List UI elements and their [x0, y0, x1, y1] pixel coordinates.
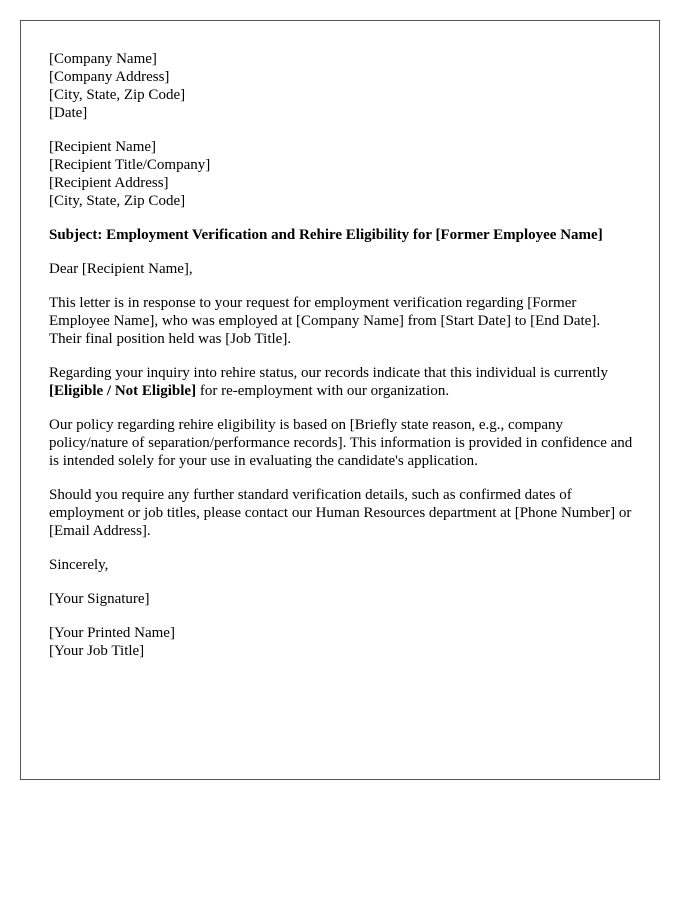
recipient-address-block: [49, 138, 633, 210]
signature: [Your Signature]: [49, 591, 150, 607]
sender-company-address: [Company Address]: [49, 69, 170, 85]
body-paragraph-1: This letter is in response to your request for employment verification regarding [Former Employee Name], who was employed at [Company Name] from [Start Date] to [End Date]. Their final position held was [Job Title].: [49, 295, 601, 347]
sender-city-state-zip: [City, State, Zip Code]: [49, 87, 186, 103]
letter-page: [20, 20, 660, 780]
closing: Sincerely,: [49, 557, 109, 573]
recipient-address: [Recipient Address]: [49, 175, 169, 191]
recipient-name: [Recipient Name]: [49, 139, 157, 155]
letter-content: [49, 50, 633, 676]
body-paragraph-2-end: for re-employment with our organization.: [196, 383, 450, 399]
recipient-city-state-zip: [City, State, Zip Code]: [49, 193, 186, 209]
body-paragraph-2: [49, 364, 633, 400]
eligibility-status: [Eligible / Not Eligible]: [49, 383, 197, 399]
sender-address-block: [49, 50, 633, 122]
signer-job-title: [Your Job Title]: [49, 643, 145, 659]
body-paragraph-2-start: Regarding your inquiry into rehire status, our records indicate that this individual is currently: [49, 365, 609, 381]
recipient-title-company: [Recipient Title/Company]: [49, 157, 211, 173]
sender-company-name: [Company Name]: [49, 51, 157, 67]
subject-line: Subject: Employment Verification and Rehire Eligibility for [Former Employee Name]: [49, 227, 603, 243]
body-paragraph-4: Should you require any further standard verification details, such as confirmed dates of employment or job titles, please contact our Human Resources department at [Phone Number] or [Email Address].: [49, 487, 632, 539]
letter-date: [Date]: [49, 105, 88, 121]
body-paragraph-3: Our policy regarding rehire eligibility is based on [Briefly state reason, e.g., company policy/nature of separation/performance records]. This information is provided in confidence and is intended solely for your use in evaluating the candidate's application.: [49, 417, 633, 469]
signer-block: [49, 624, 633, 660]
salutation: Dear [Recipient Name],: [49, 261, 193, 277]
signer-printed-name: [Your Printed Name]: [49, 625, 175, 641]
